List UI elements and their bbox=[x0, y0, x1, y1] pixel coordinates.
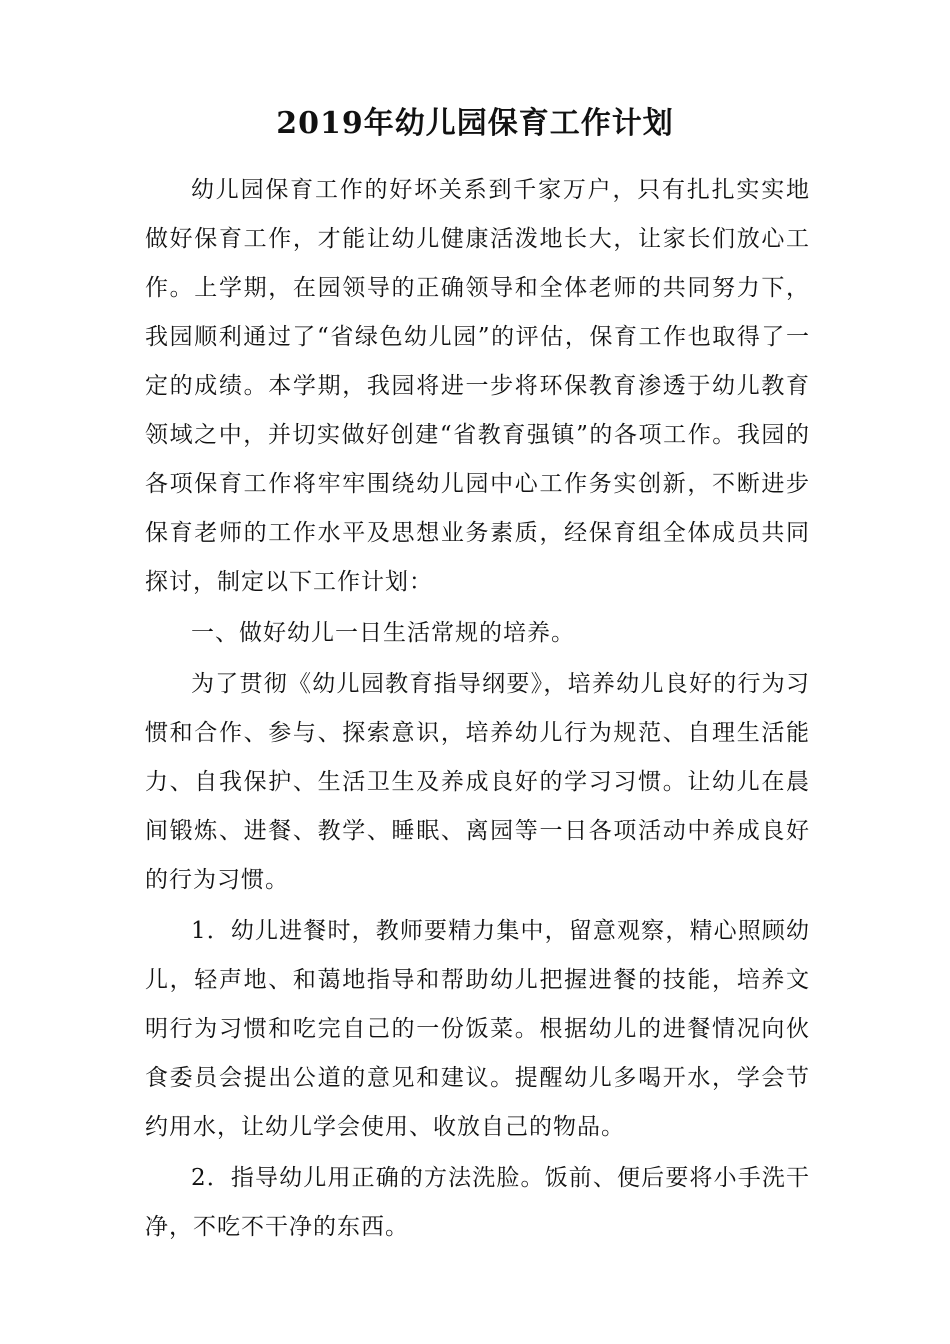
paragraph-section-1: 为了贯彻《幼儿园教育指导纲要》，培养幼儿良好的行为习惯和合作、参与、探索意识，培养幼儿行为规范、自理生活能力、自我保护、生活卫生及养成良好的学习习惯。让幼儿在晨间锻炼、进餐、教学、睡眠、离园等一日各项活动中养成良好的行为习惯。 bbox=[145, 671, 810, 893]
document-title: 2019年幼儿园保育工作计划 bbox=[276, 106, 674, 141]
list-item-1: 1．幼儿进餐时，教师要精力集中，留意观察，精心照顾幼儿，轻声地、和蔼地指导和帮助幼儿把握进餐的技能，培养文明行为习惯和吃完自己的一份饭菜。根据幼儿的进餐情况向伙食委员会提出公道的意见和建议。提醒幼儿多喝开水，学会节约用水，让幼儿学会使用、收放自己的物品。 bbox=[145, 918, 810, 1140]
document-body bbox=[145, 166, 810, 1252]
list-item-2: 2．指导幼儿用正确的方法洗脸。饭前、便后要将小手洗干净，不吃不干净的东西。 bbox=[145, 1165, 810, 1240]
paragraph-intro: 幼儿园保育工作的好坏关系到千家万户，只有扎扎实实地做好保育工作，才能让幼儿健康活泼地长大，让家长们放心工作。上学期，在园领导的正确领导和全体老师的共同努力下，我园顺利通过了“省绿色幼儿园”的评估，保育工作也取得了一定的成绩。本学期，我园将进一步将环保教育渗透于幼儿教育领域之中，并切实做好创建“省教育强镇”的各项工作。我园的各项保育工作将牢牢围绕幼儿园中心工作务实创新，不断进步保育老师的工作水平及思想业务素质，经保育组全体成员共同探讨，制定以下工作计划： bbox=[145, 177, 810, 595]
section-heading-1: 一、做好幼儿一日生活常规的培养。 bbox=[191, 620, 575, 646]
